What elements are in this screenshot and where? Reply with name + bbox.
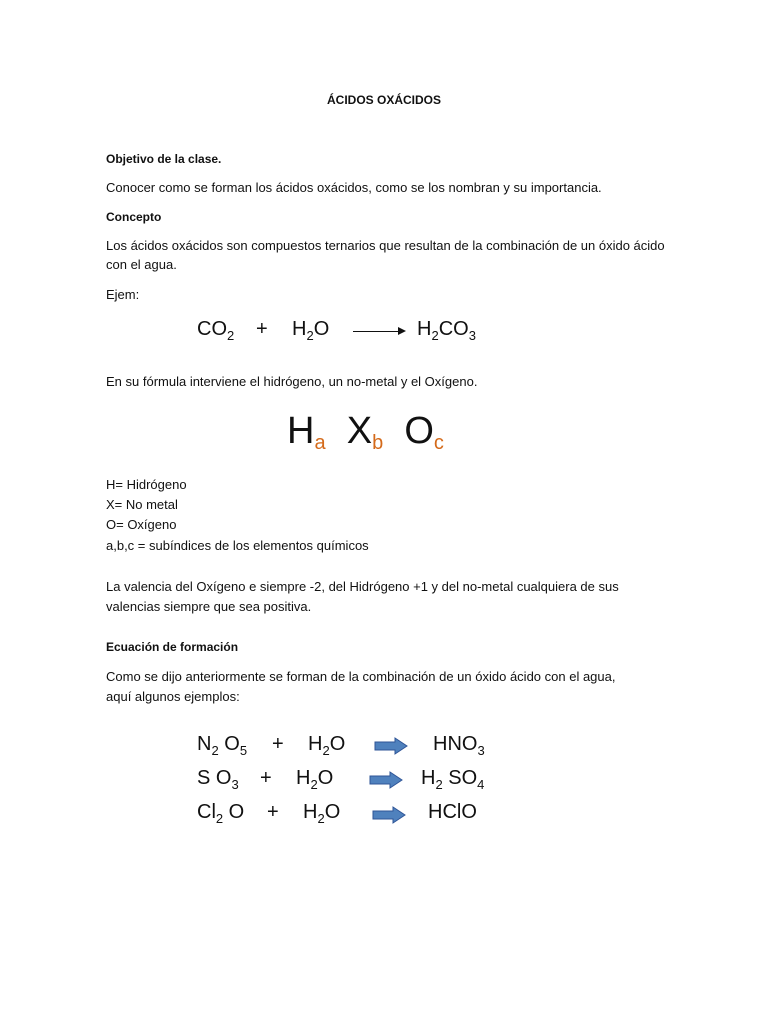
formula-intro: En su fórmula interviene el hidrógeno, un no-metal y el Oxígeno.	[106, 374, 478, 389]
reaction-3-product: HClO	[428, 801, 477, 823]
reaction-1-oxide: $N_2$ $O_5$	[197, 733, 248, 758]
reaction-2-arrow-icon	[369, 771, 403, 789]
valence-line-2: valencias siempre que sea positiva.	[106, 599, 312, 614]
reaction-2-plus: +	[260, 767, 272, 789]
reaction-1-plus: +	[272, 733, 284, 755]
formation-line-2: aquí algunos ejemplos:	[106, 689, 240, 704]
valence-line-1: La valencia del Oxígeno e siempre -2, del Hidrógeno +1 y del no-metal cualquiera de sus	[106, 579, 619, 594]
formation-heading: Ecuación de formación	[106, 640, 239, 654]
reaction-3-plus: +	[267, 801, 279, 823]
objective-heading: Objetivo de la clase.	[106, 152, 222, 166]
example-plus-sign: +	[256, 318, 268, 340]
reaction-2-product: $H_2$ $SO_4$	[421, 767, 485, 792]
objective-text: Conocer como se forman los ácidos oxácidos, como se los nombran y su importancia.	[106, 180, 602, 195]
legend-item: H= Hidrógeno	[106, 477, 187, 492]
reaction-1-product: $HNO_3$	[433, 733, 485, 758]
example-product-h2co3: $H_2CO_3$	[417, 318, 476, 343]
legend-item: O= Oxígeno	[106, 517, 177, 532]
reaction-1-water: $H_2O$	[308, 733, 346, 758]
reaction-2-oxide: S $O_3$	[197, 767, 239, 792]
reaction-3-oxide: $Cl_2$ O	[197, 801, 245, 826]
reaction-2-water: $H_2O$	[296, 767, 334, 792]
formation-line-1: Como se dijo anteriormente se forman de la combinación de un óxido ácido con el agua,	[106, 669, 616, 684]
example-reactant-co2: $CO_2$	[197, 318, 235, 343]
example-reactant-water: $H_2O$	[292, 318, 330, 343]
legend-item: a,b,c = subíndices de los elementos químicos	[106, 538, 369, 553]
concept-line-2: con el agua.	[106, 257, 177, 272]
reaction-3-arrow-icon	[372, 806, 406, 824]
example-label: Ejem:	[106, 287, 140, 302]
document-title: ÁCIDOS OXÁCIDOS	[326, 93, 441, 107]
reaction-3-water: $H_2O$	[303, 801, 341, 826]
reaction-1-arrow-icon	[374, 737, 408, 755]
concept-line-1: Los ácidos oxácidos son compuestos ternarios que resultan de la combinación de un óxido ácido	[106, 238, 665, 253]
concept-heading: Concepto	[106, 210, 162, 224]
legend-item: X= No metal	[106, 497, 178, 512]
general-formula: Ha Xb Oc	[287, 410, 444, 454]
